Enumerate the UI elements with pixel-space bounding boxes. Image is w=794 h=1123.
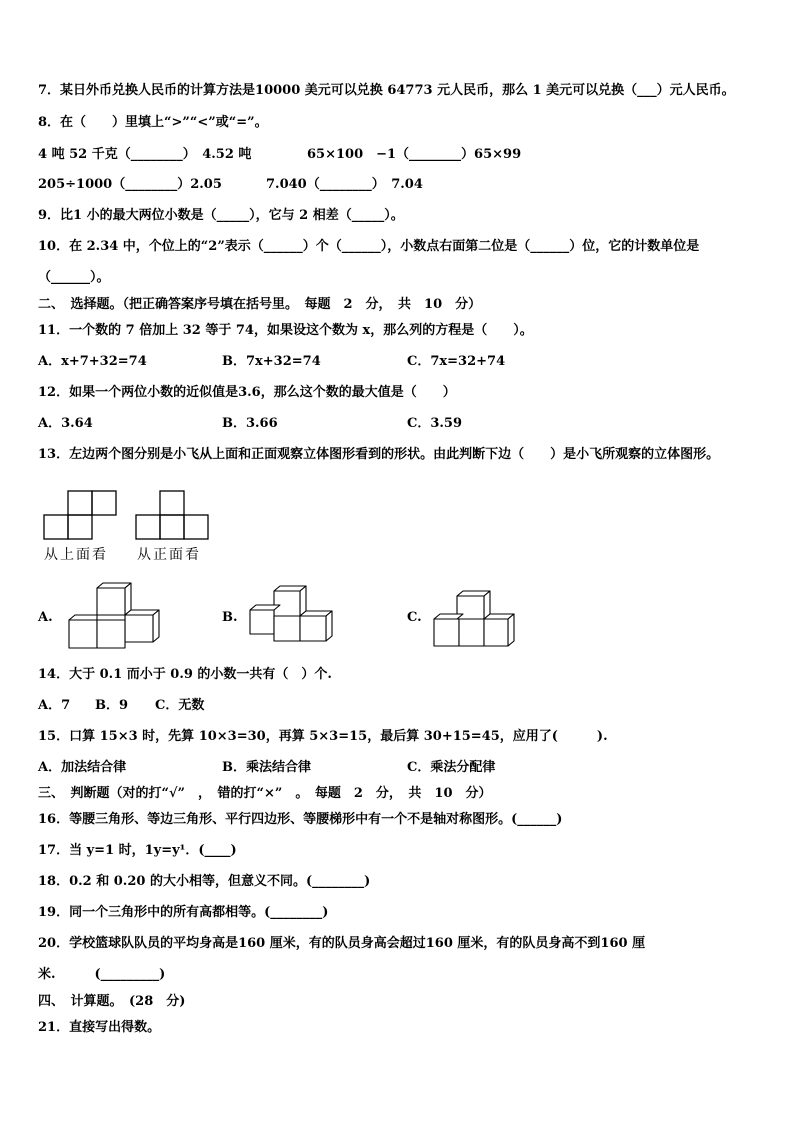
option-b-solid	[248, 585, 333, 645]
question-20-line1: 20．学校篮球队队员的平均身高是160 厘米，有的队员身高会超过160 厘米，有的队员身高不到160 厘	[38, 936, 646, 951]
question-15-option-c: C．乘法分配律	[407, 760, 496, 775]
question-8-row2-right: 7.040（________） 7.04	[266, 177, 423, 192]
option-a-solid	[65, 582, 160, 650]
question-15-option-a: A．加法结合律	[38, 760, 127, 775]
section-3-heading: 三、 判断题（对的打“√” ， 错的打“×” 。 每题 2 分， 共 10 分）	[38, 786, 492, 801]
question-7: 7．某日外币兑换人民币的计算方法是10000 美元可以兑换 64773 元人民币，那么 1 美元可以兑换（___）元人民币。	[38, 83, 735, 98]
question-13-option-a-label: A.	[38, 610, 53, 625]
question-15: 15．口算 15×3 时，先算 10×3=30，再算 5×3=15，最后算 30+15=45，应用了( ).	[38, 729, 608, 744]
section-4-heading: 四、 计算题。 (28 分)	[38, 994, 186, 1009]
question-8-row1-right: 65×100 −1（________）65×99	[307, 147, 522, 162]
section-2-heading: 二、 选择题。（把正确答案序号填在括号里。 每题 2 分， 共 10 分）	[38, 297, 482, 312]
question-13: 13．左边两个图分别是小飞从上面和正面观察立体图形看到的形状。由此判断下边（ ）是小飞所观察的立体图形。	[38, 447, 720, 462]
question-9: 9．比1 小的最大两位小数是（_____），它与 2 相差（_____）。	[38, 208, 404, 223]
question-8: 8．在（ ）里填上“>”“<”或“=”。	[38, 115, 268, 130]
question-13-option-b-label: B.	[222, 610, 238, 625]
question-11-option-c: C．7x=32+74	[407, 354, 506, 369]
question-8-row1-left: 4 吨 52 千克（________） 4.52 吨	[38, 147, 252, 162]
top-view-caption: 从上面看	[44, 547, 108, 563]
question-15-option-b: B．乘法结合律	[222, 760, 311, 775]
question-12-option-a: A．3.64	[38, 416, 93, 431]
question-14-option-b: B．9	[95, 698, 129, 713]
question-19: 19．同一个三角形中的所有高都相等。(________)	[38, 905, 329, 920]
question-8-row2-left: 205÷1000（________）2.05	[38, 177, 222, 192]
question-10-line2: （______）。	[38, 270, 110, 285]
question-14: 14．大于 0.1 而小于 0.9 的小数一共有（ ）个.	[38, 667, 332, 682]
option-c-solid	[432, 588, 516, 648]
question-11-option-a: A．x+7+32=74	[38, 354, 147, 369]
front-view-caption: 从正面看	[137, 547, 201, 563]
question-21: 21．直接写出得数。	[38, 1020, 161, 1035]
question-14-option-c: C．无数	[155, 698, 205, 713]
question-12-option-b: B．3.66	[222, 416, 278, 431]
question-16: 16．等腰三角形、等边三角形、平行四边形、等腰梯形中有一个不是轴对称图形。(______)	[38, 812, 563, 827]
front-view-figure	[135, 489, 211, 541]
question-12-option-c: C．3.59	[407, 416, 463, 431]
top-view-figure	[43, 489, 119, 541]
question-14-option-a: A．7	[38, 698, 71, 713]
question-20-line2: 米. (_________)	[38, 967, 166, 982]
question-12: 12．如果一个两位小数的近似值是3.6，那么这个数的最大值是（ ）	[38, 385, 456, 400]
question-17: 17．当 y=1 时，1y=y¹．(____)	[38, 843, 237, 858]
question-11: 11．一个数的 7 倍加上 32 等于 74，如果设这个数为 x，那么列的方程是（ ）。	[38, 323, 533, 338]
question-11-option-b: B．7x+32=74	[222, 354, 321, 369]
question-18: 18．0.2 和 0.20 的大小相等，但意义不同。(________)	[38, 874, 371, 889]
question-10-line1: 10．在 2.34 中，个位上的“2”表示（______）个（______），小数点右面第二位是（______）位，它的计数单位是	[38, 239, 700, 254]
question-13-option-c-label: C.	[407, 610, 422, 625]
